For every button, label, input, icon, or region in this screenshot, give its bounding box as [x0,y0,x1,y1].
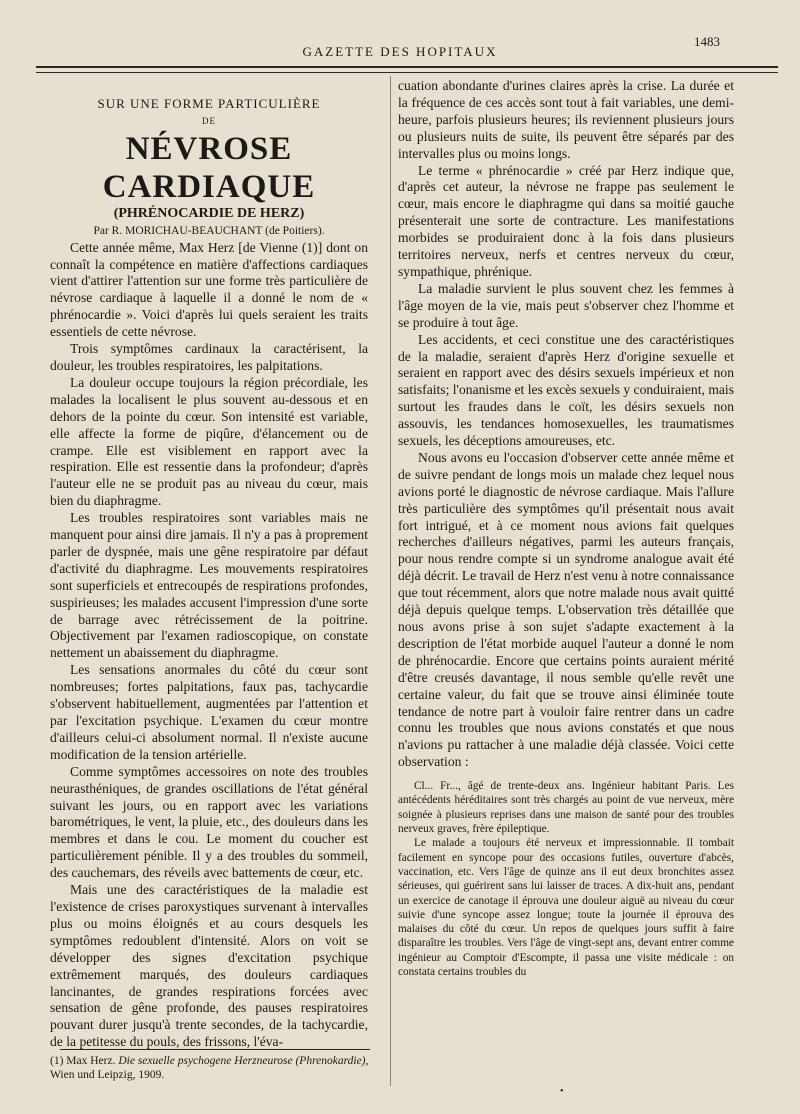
paragraph: Les troubles respiratoires sont variables mais ne manquent pour ainsi dire jamais. Il n'y a pas à proprement parler de dyspnée, mais une gêne respiratoire par défaut d'activité du diaphragme. Les mouvements respiratoires sont superficiels et entrecoupés de respirations profondes, suspirieuses; les malades accusent l'impression d'une sorte de barrage avec rétrécissement de la poitrine. Objectivement par l'examen radioscopique, on constate nettement un abaissement du diaphragme. [50,510,368,661]
article-author: Par R. MORICHAU-BEAUCHANT (de Poitiers). [93,224,325,237]
observation-paragraph: Le malade a toujours été nerveux et impressionnable. Il tombait facilement en syncope pour des occasions futiles, ouverture d'abcès, vaccination, etc. Vers l'âge de quinze ans il eut deux bronchites assez sérieuses, qui guérirent sans lui laisser de traces. A dix-huit ans, pendant un exercice de canotage il éprouva une douleur aiguë au niveau du cœur suivie d'une syncope assez longue; toute la journée il éprouva des malaises du côté du cœur. Un repos de quelques jours suffit à faire disparaître les troubles. Vers l'âge de vingt-sept ans, devant entrer comme ingénieur au Comptoir d'Escompte, il passa une visite médicale : on constata certains troubles du [398,837,734,979]
paragraph: Comme symptômes accessoires on note des troubles neurasthéniques, de grandes oscillations de l'état général suivant les jours, ou en rapport avec les variations barométriques, le vent, la pluie, etc., des douleurs dans les membres et dans le cou. Le moment du coucher est particulièrement pénible. Il y a des troubles du sommeil, des cauchemars, des réveils avec battements de cœur, etc. [50,763,368,881]
article-subtitle: (PHRÉNOCARDIE DE HERZ) [113,205,305,221]
footnote-marker: (1) Max Herz. [50,1055,116,1067]
header-rule [36,66,778,68]
header-rule-thin [36,72,778,73]
paragraph: La maladie survient le plus souvent chez les femmes à l'âge moyen de la vie, mais peut s'observer chez l'homme et se produire à tout âge. [398,280,734,330]
article-de: DE [202,115,216,126]
article-pretitle: SUR UNE FORME PARTICULIÈRE [97,96,321,111]
right-column [398,78,734,979]
footnote-rule [60,1049,370,1050]
page-number: 1483 [694,34,720,49]
footnote [50,1054,370,1082]
column-divider [390,76,391,1086]
observation-paragraph: Cl... Fr..., âgé de trente-deux ans. Ingénieur habitant Paris. Les antécédents héréditaires sont très chargés au point de vue nerveux, mère soignée à plusieurs reprises dans une maison de santé pour des troubles nerveux graves, frère épileptique. [398,780,734,836]
left-column [50,96,368,1051]
paragraph: Les accidents, et ceci constitue une des caractéristiques de la maladie, seraient d'après Herz d'origine sexuelle et seraient en rapport avec des désirs sexuels impérieux et non satisfaits; l'onanisme et les excès sexuels y conduiraient, mais surtout les fraudes dans le coït, les désirs sexuels non assouvis, les tendances homosexuelles, les traumatismes sexuels, les déceptions amoureuses, etc. [398,331,734,449]
paragraph: Le terme « phrénocardie » créé par Herz indique que, d'après cet auteur, la névrose ne frappe pas seulement le cœur, mais encore le diaphragme qui dans sa moitié gauche présenterait une sorte de contracture. Les manifestations morbides se produiraient donc à la fois dans plusieurs territoires nerveux, nerfs et centres nerveux du cœur, sympathique, phrénique. [398,162,734,279]
running-head: GAZETTE DES HOPITAUX [302,44,498,59]
observation-block [398,779,734,979]
footnote-publisher: , Wien und Leipzig, 1909. [50,1055,369,1081]
article-title: NÉVROSE CARDIAQUE [102,130,316,205]
paragraph: Nous avons eu l'occasion d'observer cette année même et de suivre pendant de longs mois un malade chez lequel nous avions porté le diagnostic de névrose cardiaque. Mais l'allure très particulière des symptômes qu'il présentait nous avait fort intrigué, et à ce moment nous avions fait quelques recherches d'ailleurs négatives, parmi les auteurs français, pour nous rendre compte si un syndrome analogue avait été déjà décrit. Le travail de Herz n'est venu à notre connaissance que tout récemment, alors que notre malade nous avait quitté déjà depuis quelque temps. L'observation très détaillée que nous avons prise à son sujet s'adapte exactement à la description de l'état morbide auquel l'auteur a donné le nom de phrénocardie. Encore que certains points auraient mérité d'être creusés davantage, il nous semble qu'elle revêt une certaine valeur, du fait que se trouve ainsi éliminée toute tendance de notre part à vouloir faire rentrer dans un cadre connu les troubles que nous avions constatés et que nous n'avions pu rattacher à une maladie déjà classée. Voici cette observation : [398,449,734,770]
paragraph: cuation abondante d'urines claires après la crise. La durée et la fréquence de ces accès sont tout à fait variables, une demi-heure, parfois plusieurs heures; ils reviennent plusieurs jours ou plusieurs nuits de suite, ils peuvent être séparés par des intervalles plus ou moins longs. [398,78,734,161]
paragraph: Les sensations anormales du côté du cœur sont nombreuses; fortes palpitations, faux pas, tachycardie s'observent habituellement, augmentées par l'attention et par l'excitation psychique. L'examen du cœur montre d'ailleurs celui-ci absolument normal. Il n'existe aucune modification de la tension artérielle. [50,662,368,762]
paragraph: Mais une des caractéristiques de la maladie est l'existence de crises paroxystiques survenant à intervalles plus ou moins éloignés et au cours desquels les symptômes redoublent d'intensité. Alors on voit se développer des signes d'excitation psychique extrêmement marqués, des douleurs cardiaques lancinantes, de grandes respirations forcées avec sensation de gêne profonde, des pauses respiratoires pouvant durer jusqu'à trente secondes, de la tachycardie, de la petitesse du pouls, des frissons, l'éva- [50,882,368,1050]
paragraph: Cette année même, Max Herz [de Vienne (1)] dont on connaît la compétence en matière d'affections cardiaques vient d'attirer l'attention sur une forme très particulière de névrose cardiaque à laquelle il a donné le nom de « phrénocardie ». Voici d'après lui quels seraient les traits essentiels de cette névrose. [50,239,368,340]
paragraph: La douleur occupe toujours la région précordiale, les malades la localisent le plus souvent au-dessous et en dehors de la pointe du cœur. Son intensité est variable, elle affecte la forme de piqûre, d'élancement ou de crampe. Elle est visiblement en rapport avec la respiration. Elle est ressentie dans la profondeur; d'après l'auteur elle ne se produit pas au niveau du cœur, mais bien du diaphragme. [50,374,368,509]
print-mark: • [560,1086,564,1097]
footnote-title: Die sexuelle psychogene Herzneurose (Phrenokardie) [118,1055,366,1067]
paragraph: Trois symptômes cardinaux la caractérisent, la douleur, les troubles respiratoires, les palpitations. [50,341,368,373]
